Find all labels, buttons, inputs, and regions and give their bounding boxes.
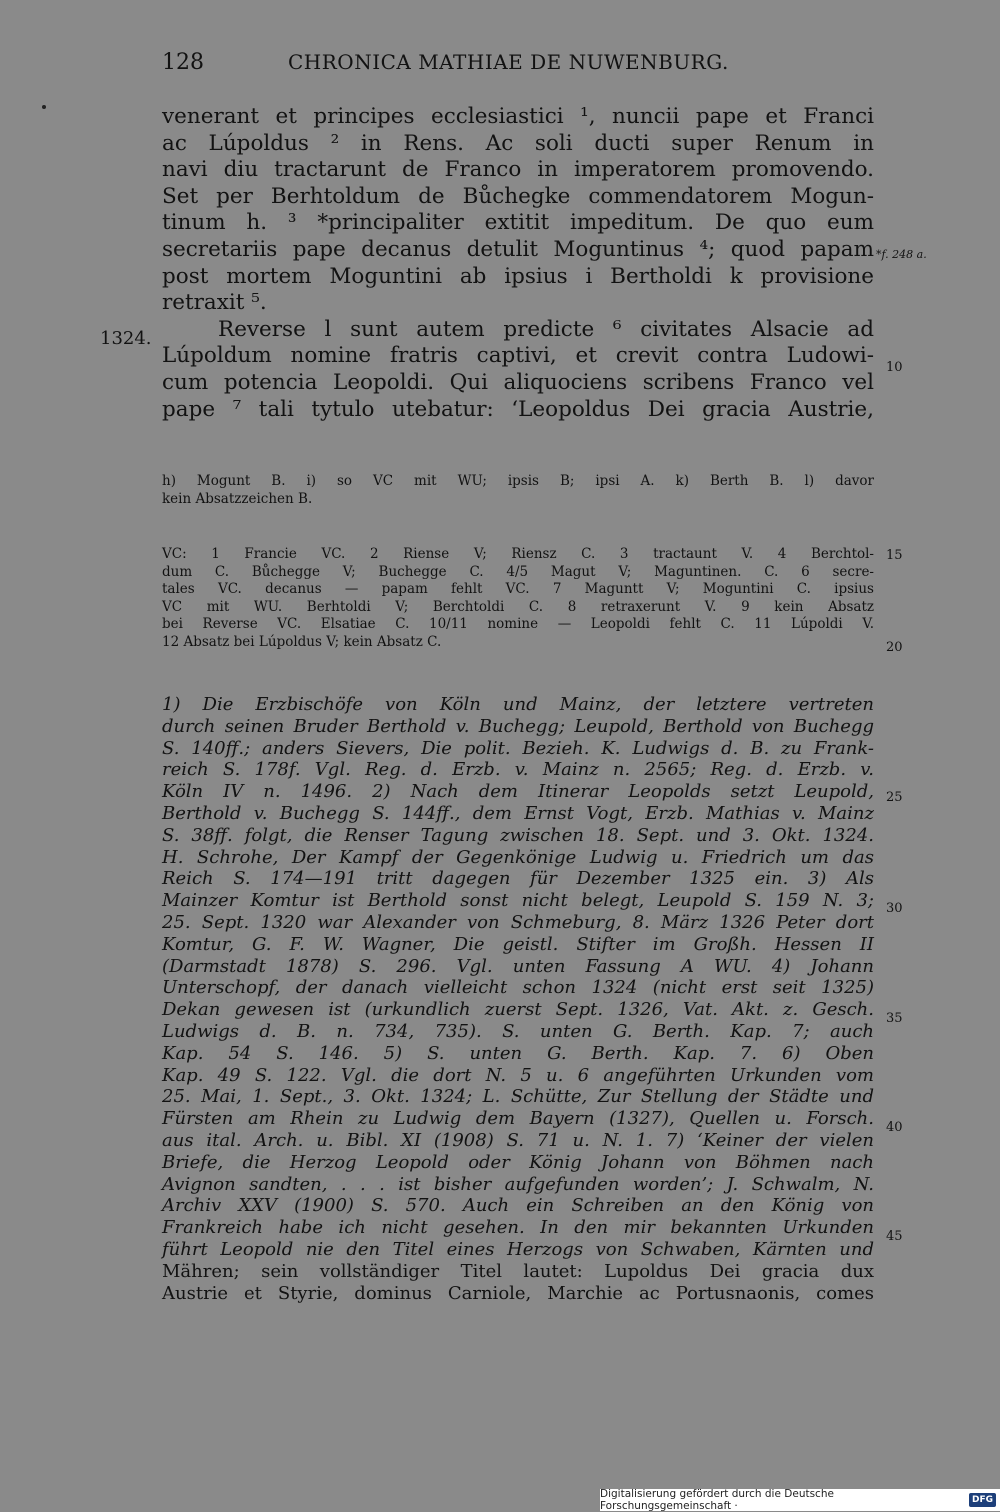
text-line: retraxit ⁵.	[162, 290, 267, 316]
page-header	[162, 50, 874, 80]
apparatus-line: VC: 1 Francie VC. 2 Riense V; Riensz C. 3 tractaunt V. 4 Berchtol-	[162, 546, 874, 562]
apparatus-line: bei Reverse VC. Elsatiae C. 10/11 nomine — Leopoldi fehlt C. 11 Lúpoldi V.	[162, 616, 874, 632]
running-title: CHRONICA MATHIAE DE NUWENBURG.	[288, 50, 729, 74]
dfg-logo: DFG	[969, 1493, 996, 1507]
apparatus-line: kein Absatzzeichen B.	[162, 490, 313, 507]
footnote-line: aus ital. Arch. u. Bibl. XI (1908) S. 71 u. N. 1. 7) ‘Keiner der vielen	[162, 1129, 874, 1151]
footnote-line: führt Leopold nie den Titel eines Herzogs von Schwaben, Kärnten und	[162, 1238, 874, 1260]
footnote-line: Ludwigs d. B. n. 734, 735). S. unten G. Berth. Kap. 7; auch	[162, 1020, 874, 1042]
line-number: 35	[886, 1011, 903, 1026]
footnotes	[162, 694, 874, 1304]
footnote-line: 25. Mai, 1. Sept., 3. Okt. 1324; L. Schütte, Zur Stellung der Städte und	[162, 1086, 874, 1108]
footnote-line: durch seinen Bruder Berthold v. Buchegg; Leupold, Berthold von Buchegg	[162, 715, 874, 737]
footnote-line: (Darmstadt 1878) S. 296. Vgl. unten Fassung A WU. 4) Johann	[162, 955, 874, 977]
text-line: navi diu tractarunt de Franco in imperatorem promovendo.	[162, 157, 874, 183]
footnote-line: Archiv XXV (1900) S. 570. Auch ein Schreiben an den König von	[162, 1195, 874, 1217]
apparatus-line: h) Mogunt B. i) so VC mit WU; ipsis B; ipsi A. k) Berth B. l) davor	[162, 473, 874, 489]
text-line: Reverse l sunt autem predicte ⁶ civitates Alsacie ad	[218, 316, 874, 342]
main-text	[162, 104, 874, 423]
footnote-line: Briefe, die Herzog Leopold oder König Johann von Böhmen nach	[162, 1151, 874, 1173]
text-line: secretariis pape decanus detulit Moguntinus ⁴; quod papam	[162, 236, 874, 262]
text-line: Set per Berhtoldum de Bůchegke commendatorem Mogun-	[162, 183, 874, 209]
footnote-line: Fürsten am Rhein zu Ludwig dem Bayern (1327), Quellen u. Forsch.	[162, 1108, 874, 1130]
apparatus-line: dum C. Bůchegge V; Buchegge C. 4/5 Magut V; Maguntinen. C. 6 secre-	[162, 563, 874, 580]
text-line: ac Lúpoldus ² in Rens. Ac soli ducti super Renum in	[162, 130, 874, 156]
margin-folio-reference: *f. 248 a.	[876, 248, 927, 261]
apparatus-line: 12 Absatz bei Lúpoldus V; kein Absatz C.	[162, 633, 442, 650]
digitization-credit-bar	[600, 1489, 1000, 1511]
line-number: 15	[886, 548, 903, 563]
footnote-line: Komtur, G. F. W. Wagner, Die geistl. Stifter im Großh. Hessen II	[162, 933, 874, 955]
footnote-line: Köln IV n. 1496. 2) Nach dem Itinerar Leopolds setzt Leupold,	[162, 781, 874, 803]
line-number: 20	[886, 640, 903, 655]
text-line: cum potencia Leopoldi. Qui aliquociens scribens Franco vel	[162, 369, 874, 395]
apparatus-line: tales VC. decanus — papam fehlt VC. 7 Maguntt V; Moguntini C. ipsius	[162, 581, 874, 597]
critical-apparatus-numbers	[162, 546, 874, 651]
text-line: Lúpoldum nomine fratris captivi, et crevit contra Ludowi-	[162, 343, 874, 369]
apparatus-line: VC mit WU. Berhtoldi V; Berchtoldi C. 8 retraxerunt V. 9 kein Absatz	[162, 598, 874, 615]
footnote-line: 1) Die Erzbischöfe von Köln und Mainz, der letztere vertreten	[162, 694, 874, 715]
footnote-line: Kap. 54 S. 146. 5) S. unten G. Berth. Kap. 7. 6) Oben	[162, 1042, 874, 1064]
line-number: 25	[886, 790, 903, 805]
line-number: 30	[886, 901, 903, 916]
footnote-line: S. 38ff. folgt, die Renser Tagung zwischen 18. Sept. und 3. Okt. 1324.	[162, 824, 874, 846]
footnote-line: 25. Sept. 1320 war Alexander von Schmeburg, 8. März 1326 Peter dort	[162, 911, 874, 933]
footnote-line: Austrie et Styrie, dominus Carniole, Marchie ac Portusnaonis, comes	[162, 1282, 874, 1304]
line-number: 45	[886, 1229, 903, 1244]
text-line: post mortem Moguntini ab ipsius i Bertholdi k provisione	[162, 263, 874, 289]
footnote-line: Frankreich habe ich nicht gesehen. In den mir bekannten Urkunden	[162, 1217, 874, 1239]
footnote-line: Mähren; sein vollständiger Titel lautet: Lupoldus Dei gracia dux	[162, 1260, 874, 1282]
footnote-line: S. 140ff.; anders Sievers, Die polit. Bezieh. K. Ludwigs d. B. zu Frank-	[162, 737, 874, 759]
credit-text: Digitalisierung gefördert durch die Deutsche Forschungsgemeinschaft ·	[600, 1488, 834, 1512]
footnote-line: Berthold v. Buchegg S. 144ff., dem Ernst Vogt, Erzb. Mathias v. Mainz	[162, 802, 874, 824]
line-number: 40	[886, 1120, 903, 1135]
footnote-line: Reich S. 174—191 tritt dagegen für Dezember 1325 ein. 3) Als	[162, 868, 874, 890]
text-line: tinum h. ³ *principaliter extitit impeditum. De quo eum	[162, 210, 874, 236]
critical-apparatus-letters	[162, 473, 874, 508]
line-number: 10	[886, 360, 903, 375]
footnote-line: reich S. 178f. Vgl. Reg. d. Erzb. v. Mainz n. 2565; Reg. d. Erzb. v.	[162, 759, 874, 781]
footnote-line: Kap. 49 S. 122. Vgl. die dort N. 5 u. 6 angeführten Urkunden vom	[162, 1064, 874, 1086]
footnote-line: H. Schrohe, Der Kampf der Gegenkönige Ludwig u. Friedrich um das	[162, 846, 874, 868]
footnote-line: Avignon sandten, . . . ist bisher aufgefunden worden’; J. Schwalm, N.	[162, 1173, 874, 1195]
footnote-line: Mainzer Komtur ist Berthold sonst nicht belegt, Leupold S. 159 N. 3;	[162, 890, 874, 912]
page-number: 128	[162, 50, 204, 75]
margin-year: 1324.	[100, 328, 152, 349]
text-line: venerant et principes ecclesiastici ¹, nuncii pape et Franci	[162, 104, 874, 129]
text-line: pape ⁷ tali tytulo utebatur: ‘Leopoldus Dei gracia Austrie,	[162, 396, 874, 422]
footnote-line: Unterschopf, der danach vielleicht schon 1324 (nicht erst seit 1325)	[162, 977, 874, 999]
footnote-line: Dekan gewesen ist (urkundlich zuerst Sept. 1326, Vat. Akt. z. Gesch.	[162, 999, 874, 1021]
margin-dot	[42, 105, 46, 109]
